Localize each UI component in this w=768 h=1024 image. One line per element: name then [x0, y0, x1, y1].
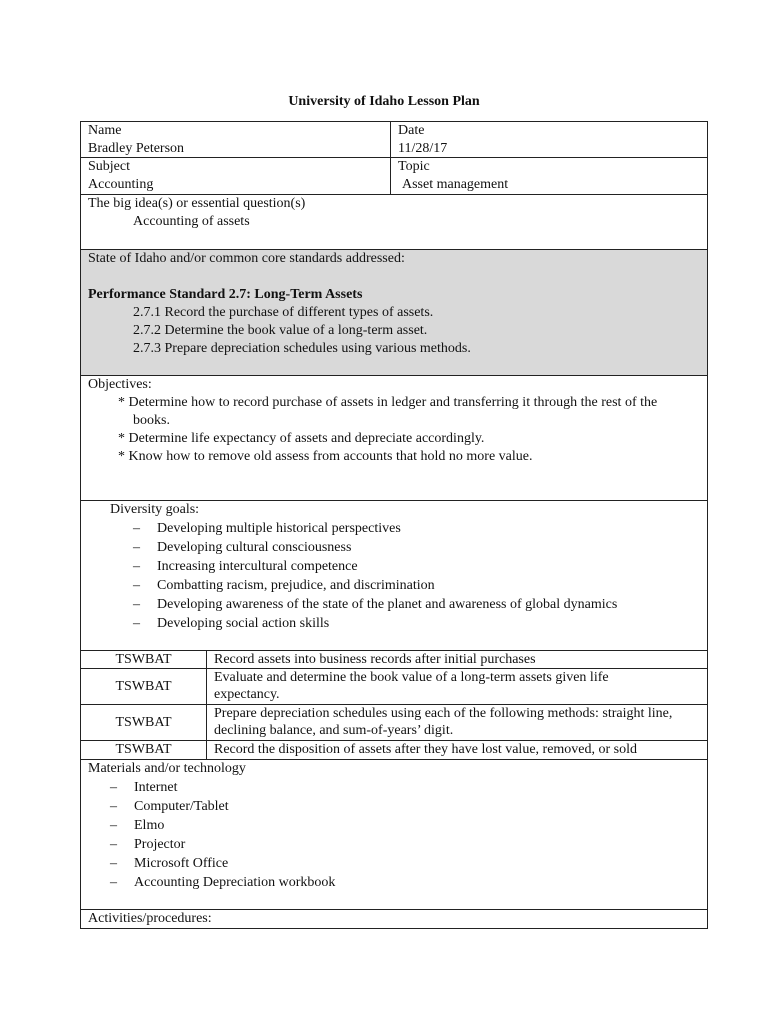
- dash-bullet: –: [133, 616, 140, 631]
- standards-label: State of Idaho and/or common core standards addressed:: [88, 251, 405, 266]
- diversity-item: Developing multiple historical perspectives: [157, 521, 401, 536]
- big-idea-label: The big idea(s) or essential question(s): [88, 196, 306, 211]
- name-value: Bradley Peterson: [88, 141, 185, 156]
- tswbat-text: Record assets into business records after initial purchases: [214, 652, 536, 667]
- material-item: Elmo: [134, 818, 165, 833]
- date-label: Date: [398, 123, 425, 138]
- tswbat-label-cell: [80, 650, 207, 669]
- diversity-item: Developing cultural consciousness: [157, 540, 352, 555]
- materials-list: [88, 778, 707, 892]
- activities-cell: [80, 909, 708, 929]
- diversity-item: Increasing intercultural competence: [157, 559, 358, 574]
- date-cell: [390, 121, 708, 158]
- dash-bullet: –: [110, 875, 117, 890]
- material-item: Internet: [134, 780, 178, 795]
- diversity-item: Developing awareness of the state of the planet and awareness of global dynamics: [157, 597, 618, 612]
- topic-value: Asset management: [402, 177, 509, 192]
- tswbat-label: TSWBAT: [115, 679, 172, 694]
- tswbat-text-cell: [206, 650, 708, 669]
- tswbat-text: Record the disposition of assets after they have lost value, removed, or sold: [214, 742, 638, 757]
- material-item: Computer/Tablet: [134, 799, 229, 814]
- tswbat-text-cell: [206, 668, 708, 705]
- standard-item: 2.7.1 Record the purchase of different types of assets.: [133, 305, 434, 320]
- tswbat-label-cell: [80, 704, 207, 741]
- topic-cell: [390, 157, 708, 195]
- list-item: [110, 797, 707, 816]
- list-item: [110, 835, 707, 854]
- list-item: [133, 519, 707, 538]
- objectives-cell: [80, 375, 708, 501]
- dash-bullet: –: [133, 540, 140, 555]
- tswbat-text: Prepare depreciation schedules using each of the following methods: straight line, declining balance, and sum-of-years’ digit.: [214, 706, 673, 738]
- material-item: Projector: [134, 837, 186, 852]
- name-cell: [80, 121, 391, 158]
- document-title: University of Idaho Lesson Plan: [288, 94, 480, 109]
- diversity-list: [88, 519, 707, 633]
- dash-bullet: –: [110, 818, 117, 833]
- material-item: Accounting Depreciation workbook: [134, 875, 336, 890]
- subject-label: Subject: [88, 159, 130, 174]
- diversity-item: Developing social action skills: [157, 616, 330, 631]
- standard-item: 2.7.3 Prepare depreciation schedules using various methods.: [133, 341, 471, 356]
- dash-bullet: –: [133, 559, 140, 574]
- materials-label: Materials and/or technology: [88, 761, 246, 776]
- standards-cell: [80, 249, 708, 376]
- dash-bullet: –: [133, 578, 140, 593]
- diversity-label: Diversity goals:: [110, 502, 200, 517]
- dash-bullet: –: [110, 837, 117, 852]
- tswbat-label: TSWBAT: [115, 742, 172, 757]
- tswbat-text: Evaluate and determine the book value of a long-term assets given life expectancy.: [214, 670, 609, 702]
- dash-bullet: –: [110, 780, 117, 795]
- list-item: [110, 854, 707, 873]
- tswbat-label: TSWBAT: [115, 715, 172, 730]
- list-item: [110, 816, 707, 835]
- material-item: Microsoft Office: [134, 856, 229, 871]
- date-value: 11/28/17: [398, 141, 448, 156]
- name-label: Name: [88, 123, 122, 138]
- list-item: [133, 576, 707, 595]
- list-item: [133, 557, 707, 576]
- dash-bullet: –: [110, 799, 117, 814]
- objective-item: * Determine life expectancy of assets and depreciate accordingly.: [118, 431, 485, 446]
- list-item: [110, 778, 707, 797]
- list-item: [110, 873, 707, 892]
- subject-cell: [80, 157, 391, 195]
- list-item: [133, 614, 707, 633]
- objective-item: * Know how to remove old assess from accounts that hold no more value.: [118, 449, 533, 464]
- diversity-item: Combatting racism, prejudice, and discrimination: [157, 578, 435, 593]
- diversity-cell: [80, 500, 708, 651]
- tswbat-text-cell: [206, 740, 708, 760]
- objectives-label: Objectives:: [88, 377, 152, 392]
- standards-heading: Performance Standard 2.7: Long-Term Assets: [88, 287, 363, 302]
- activities-label: Activities/procedures:: [88, 911, 212, 926]
- objective-item: * Determine how to record purchase of assets in ledger and transferring it through the rest of the: [118, 395, 658, 410]
- dash-bullet: –: [110, 856, 117, 871]
- tswbat-label-cell: [80, 668, 207, 705]
- big-idea-value: Accounting of assets: [133, 214, 250, 229]
- subject-value: Accounting: [88, 177, 154, 192]
- tswbat-text-cell: [206, 704, 708, 741]
- standard-item: 2.7.2 Determine the book value of a long-term asset.: [133, 323, 428, 338]
- topic-label: Topic: [398, 159, 430, 174]
- dash-bullet: –: [133, 521, 140, 536]
- tswbat-label: TSWBAT: [115, 652, 172, 667]
- objective-item-continued: books.: [133, 413, 170, 428]
- materials-cell: [80, 759, 708, 910]
- tswbat-label-cell: [80, 740, 207, 760]
- list-item: [133, 538, 707, 557]
- big-idea-cell: [80, 194, 708, 250]
- list-item: [133, 595, 707, 614]
- dash-bullet: –: [133, 597, 140, 612]
